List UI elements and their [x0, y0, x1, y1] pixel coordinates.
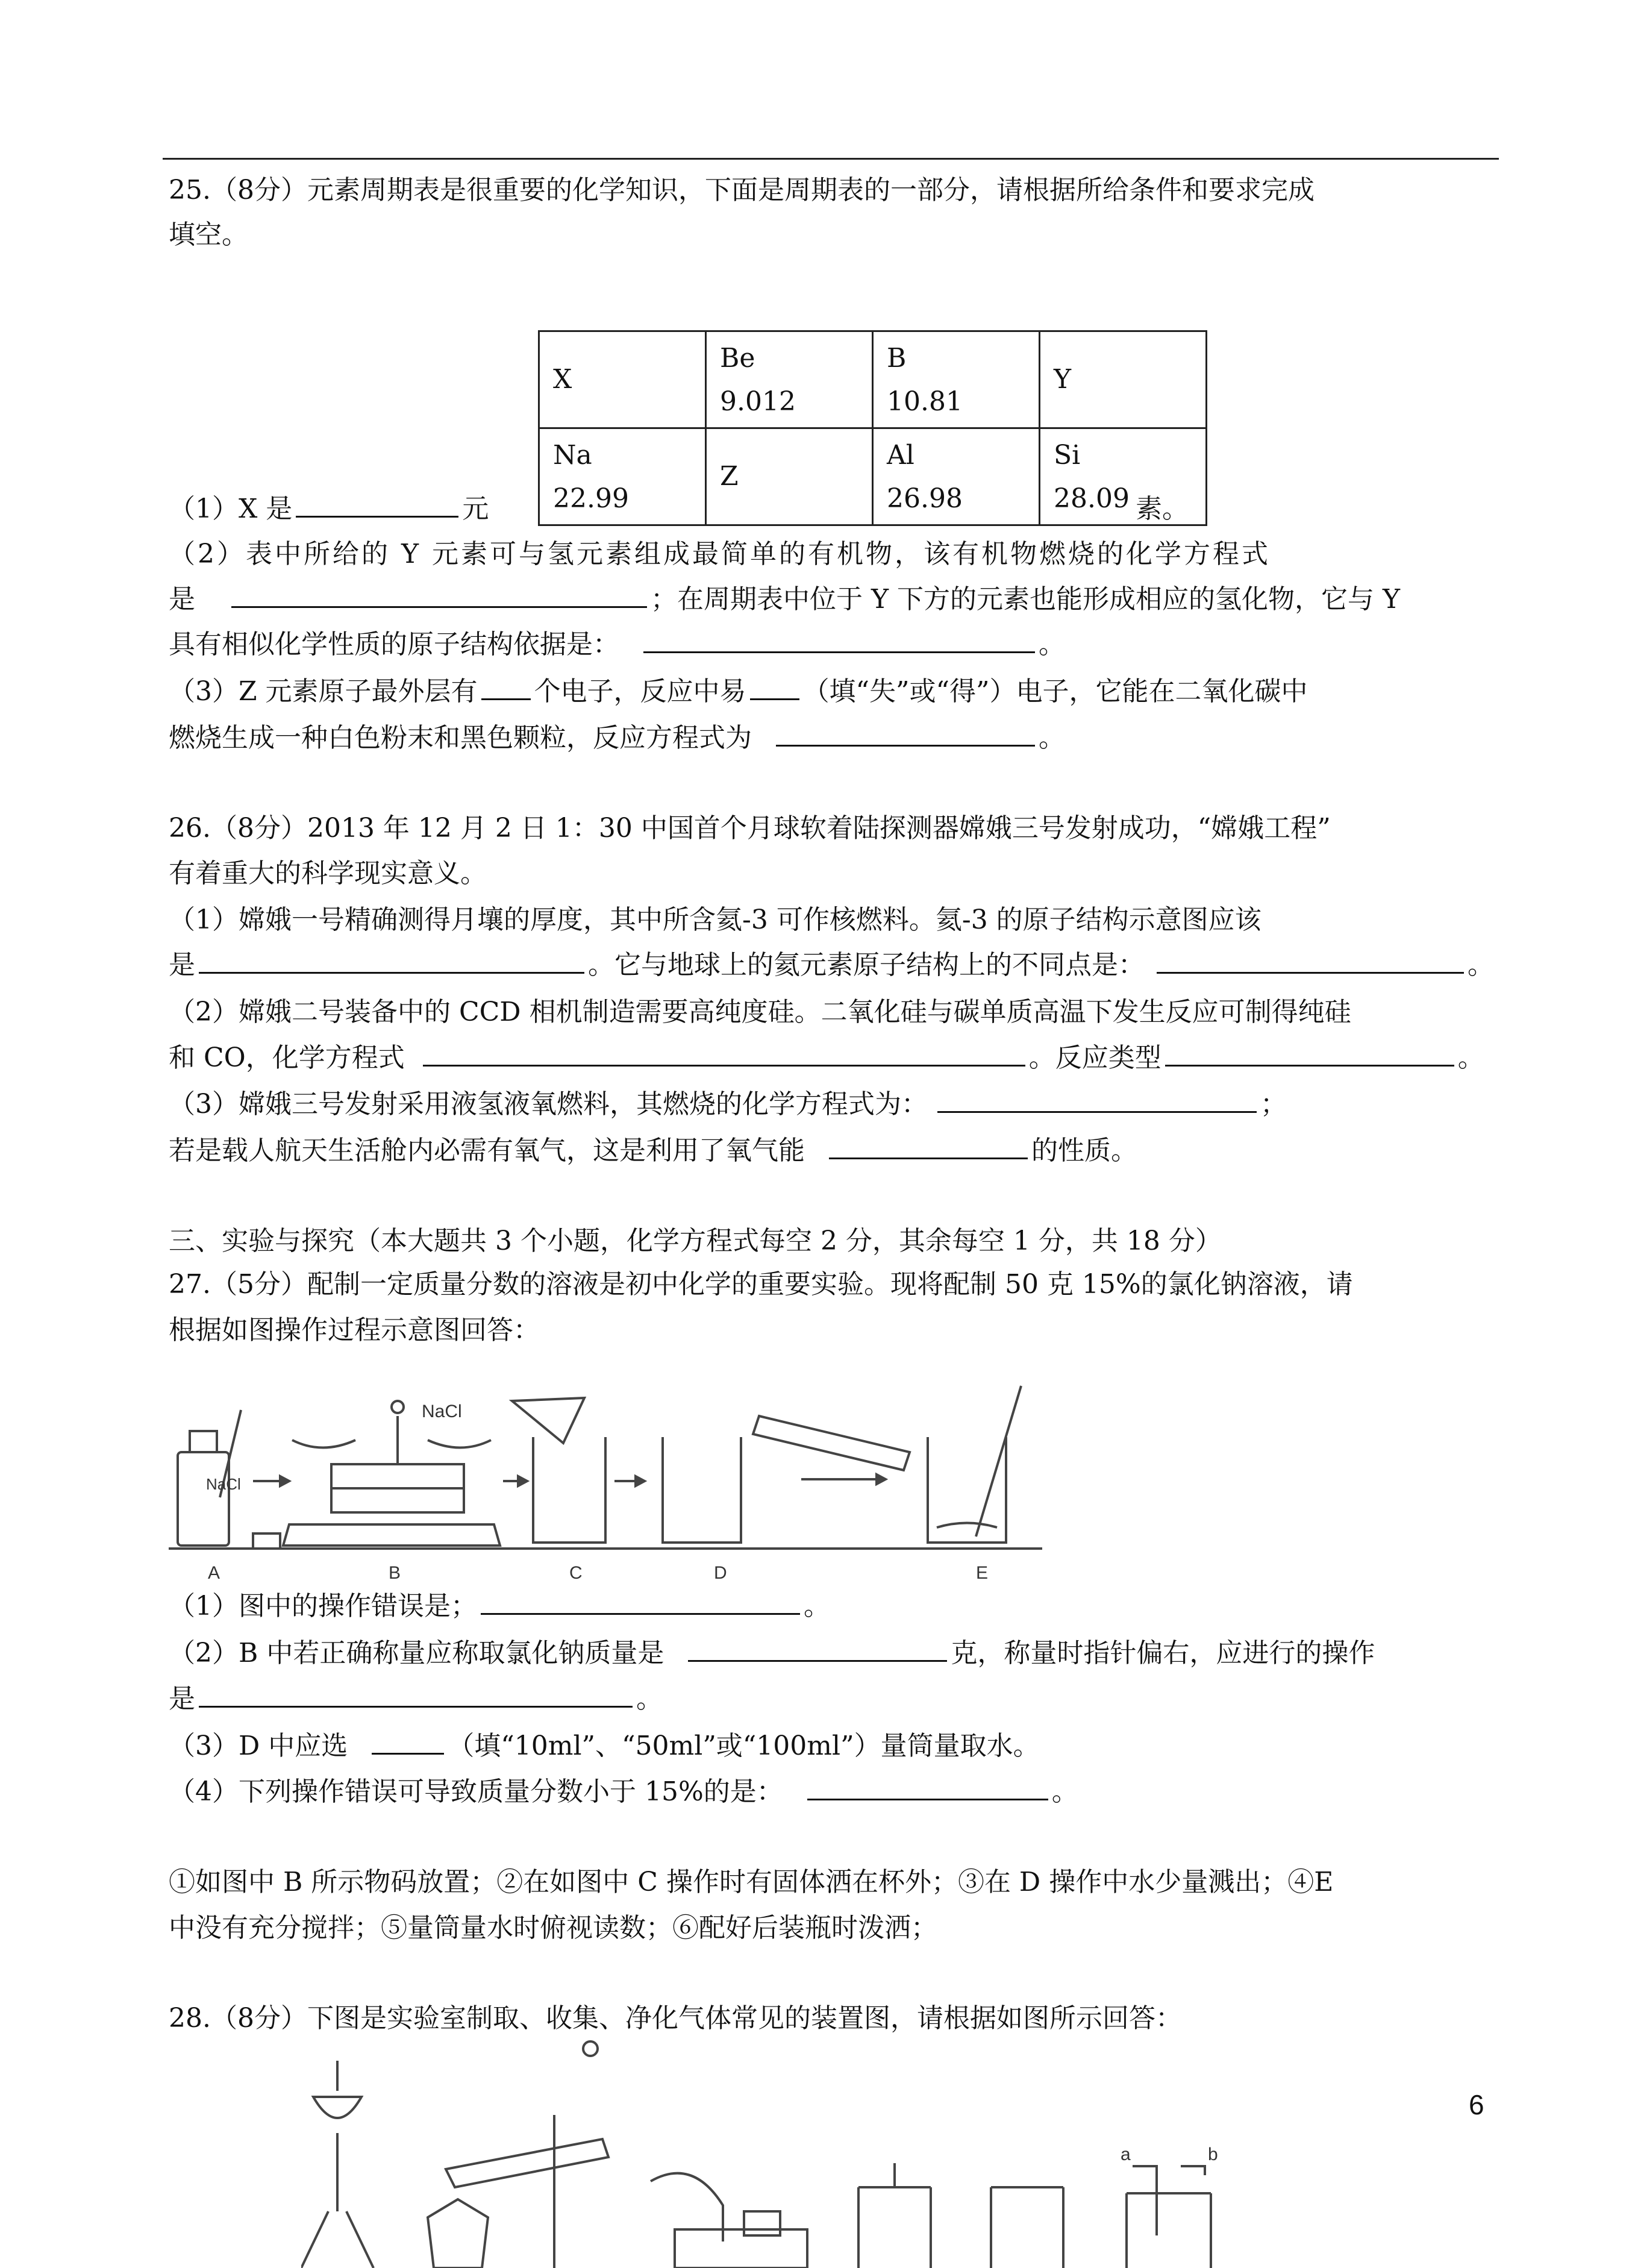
q27-header-line2: 根据如图操作过程示意图回答： [169, 1315, 540, 1345]
wash-bottle-icon [1127, 2193, 1211, 2268]
water-trough-icon [675, 2229, 807, 2268]
q26-part1-line1: （1）嫦娥一号精确测得月壤的厚度，其中所含氦-3 可作核燃料。氦-3 的原子结构示意图应该 [169, 904, 1261, 935]
header-rule [163, 158, 1499, 160]
answer-blank[interactable] [199, 1682, 633, 1708]
table-cell-al: Al 26.98 [873, 428, 1040, 525]
label-b: b [1208, 2144, 1218, 2164]
gas-apparatus-figure [301, 2037, 1253, 2268]
q25-part3-line1: （3）Z 元素原子最外层有 个电子，反应中易 （填“失”或“得”）电子，它能在二氧化碳中 [169, 674, 1308, 710]
q27-part4-line: （4）下列操作错误可导致质量分数小于 15%的是： 。 [169, 1774, 1078, 1810]
answer-blank[interactable] [776, 721, 1035, 747]
gas-bottle-icon [858, 2187, 931, 2268]
answer-blank[interactable] [1165, 1041, 1454, 1067]
q27-part3-line: （3）D 中应选 （填“10ml”、“50ml”或“100ml”）量筒量取水。 [169, 1728, 1040, 1764]
answer-blank[interactable] [199, 948, 584, 974]
answer-blank[interactable] [937, 1087, 1257, 1113]
q26-part2-line1: （2）嫦娥二号装备中的 CCD 相机制造需要高纯度硅。二氧化硅与碳单质高温下发生反应可制得纯硅 [169, 997, 1351, 1027]
answer-blank[interactable] [296, 492, 458, 518]
balance-icon [283, 1524, 500, 1546]
table-cell-be: Be 9.012 [706, 331, 873, 428]
graduated-cylinder-icon [753, 1416, 910, 1470]
answer-blank[interactable] [807, 1775, 1048, 1800]
q27-part1-line: （1）图中的操作错误是； 。 [169, 1588, 830, 1624]
q25-part2-line1: （2）表中所给的 Y 元素可与氢元素组成最简单的有机物，该有机物燃烧的化学方程式 [169, 539, 1271, 569]
figure-label-a: A [208, 1563, 220, 1583]
separatory-funnel-icon [313, 2097, 361, 2118]
answer-blank[interactable] [231, 582, 647, 608]
table-cell-b: B 10.81 [873, 331, 1040, 428]
answer-blank[interactable] [481, 1589, 800, 1615]
answer-blank[interactable] [829, 1133, 1028, 1159]
table-cell-z: Z [706, 428, 873, 525]
q28-header: 28.（8分）下图是实验室制取、收集、净化气体常见的装置图，请根据如图所示回答： [169, 2003, 1182, 2034]
glass-rod-icon [976, 1386, 1021, 1537]
q25-part2-line2: 是 ；在周期表中位于 Y 下方的元素也能形成相应的氢化物，它与 Y [169, 581, 1400, 618]
q25-header-line2: 填空。 [169, 219, 248, 250]
q26-part2-line2: 和 CO，化学方程式 。反应类型 。 [169, 1040, 1484, 1076]
figure-label-b: B [389, 1563, 401, 1583]
table-cell-na: Na 22.99 [539, 428, 706, 525]
answer-blank[interactable] [372, 1729, 444, 1755]
reagent-bottle-icon [178, 1452, 229, 1546]
q27-options-line2: 中没有充分搅拌；⑤量筒量水时俯视读数；⑥配好后装瓶时泼洒； [169, 1912, 937, 1943]
table-cell-y: Y [1040, 331, 1207, 428]
answer-blank[interactable] [643, 627, 1035, 653]
q27-options-line1: ①如图中 B 所示物码放置；②在如图中 C 操作时有固体洒在杯外；③在 D 操作中水少量溅出；④E [169, 1867, 1334, 1897]
q26-header-line1: 26.（8分）2013 年 12 月 2 日 1：30 中国首个月球软着陆探测器嫦娥三号发射成功，“嫦娥工程” [169, 813, 1331, 844]
q25-part1-end: 素。 [1136, 493, 1189, 524]
q25-part2-line3: 具有相似化学性质的原子结构依据是： 。 [169, 627, 1065, 663]
figure-label-e: E [976, 1563, 989, 1583]
q26-part3-line1: （3）嫦娥三号发射采用液氢液氧燃料，其燃烧的化学方程式为： ； [169, 1086, 1287, 1123]
q25-header-line1: 25.（8分）元素周期表是很重要的化学知识，下面是周期表的一部分，请根据所给条件和要求完成 [169, 175, 1315, 205]
beaker-icon [533, 1437, 605, 1543]
q25-part3-line2: 燃烧生成一种白色粉末和黑色颗粒，反应方程式为 。 [169, 720, 1065, 756]
nacl-balance-label: NaCl [422, 1402, 462, 1421]
q26-part1-line2: 是 。它与地球上的氦元素原子结构上的不同点是： 。 [169, 947, 1494, 983]
beaker-icon [663, 1437, 741, 1543]
q27-header-line1: 27.（5分）配制一定质量分数的溶液是初中化学的重要实验。现将配制 50 克 15%的氯化钠溶液，请 [169, 1269, 1353, 1300]
table-cell-x: X [539, 331, 706, 428]
test-tube-icon [446, 2139, 608, 2187]
page-number: 6 [1469, 2089, 1484, 2120]
label-a: a [1121, 2144, 1131, 2164]
figure-label-c: C [569, 1563, 583, 1583]
q27-part2-line2: 是 。 [169, 1681, 663, 1717]
table-cell-si: Si 28.09 [1040, 428, 1207, 525]
solution-prep-figure [163, 1350, 1054, 1591]
alcohol-lamp-icon [428, 2199, 488, 2268]
answer-blank[interactable] [481, 674, 531, 700]
collecting-bottle-icon [991, 2187, 1063, 2268]
q25-part1-line: （1）X 是 元 [169, 491, 489, 527]
answer-blank[interactable] [688, 1636, 947, 1662]
figure-label-d: D [714, 1563, 727, 1583]
q26-part3-line2: 若是载人航天生活舱内必需有氧气，这是利用了氧气能 的性质。 [169, 1133, 1137, 1169]
answer-blank[interactable] [423, 1041, 1025, 1067]
answer-blank[interactable] [750, 674, 799, 700]
section3-heading: 三、实验与探究（本大题共 3 个小题，化学方程式每空 2 分，其余每空 1 分，共 18 分） [169, 1226, 1222, 1256]
q26-header-line2: 有着重大的科学现实意义。 [169, 858, 487, 889]
answer-blank[interactable] [1157, 948, 1464, 974]
nacl-bottle-label: NaCl [206, 1475, 241, 1493]
periodic-table-excerpt [538, 330, 1207, 526]
q27-part2-line1: （2）B 中若正确称量应称取氯化钠质量是 克，称量时指针偏右，应进行的操作 [169, 1635, 1375, 1671]
